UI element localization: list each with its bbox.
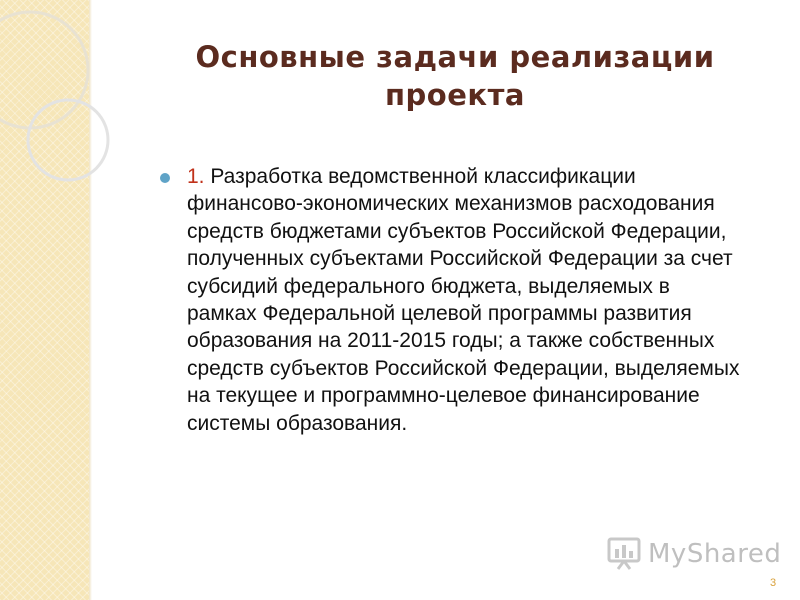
bullet-number: 1. <box>187 165 205 188</box>
bullet-dot-icon <box>160 173 170 183</box>
deco-circle-large <box>0 12 88 128</box>
myshared-watermark <box>606 536 782 570</box>
bullet-item <box>160 163 745 437</box>
watermark-text: MyShared <box>648 539 782 569</box>
bullet-body: Разработка ведомственной классификации финансово-экономических механизмов расходования средств бюджетами субъектов Российской Федерации, полученных субъектами Российской Федерации за счет субсидий федерального бюджета, выделяемых в рамках Федеральной целевой программы развития образования на 2011-2015 годы; а также собственных средств субъектов Российской Федерации, выделяемых на текущее и программно-целевое финансирование системы образования. <box>187 165 740 435</box>
presentation-board-icon <box>606 536 642 570</box>
decorative-circles <box>0 0 120 260</box>
page-number: 3 <box>770 577 777 589</box>
slide-title <box>150 38 760 114</box>
bullet-text <box>187 163 745 437</box>
title-line-1: Основные задачи реализации <box>195 40 715 74</box>
title-line-2: проекта <box>385 78 525 112</box>
